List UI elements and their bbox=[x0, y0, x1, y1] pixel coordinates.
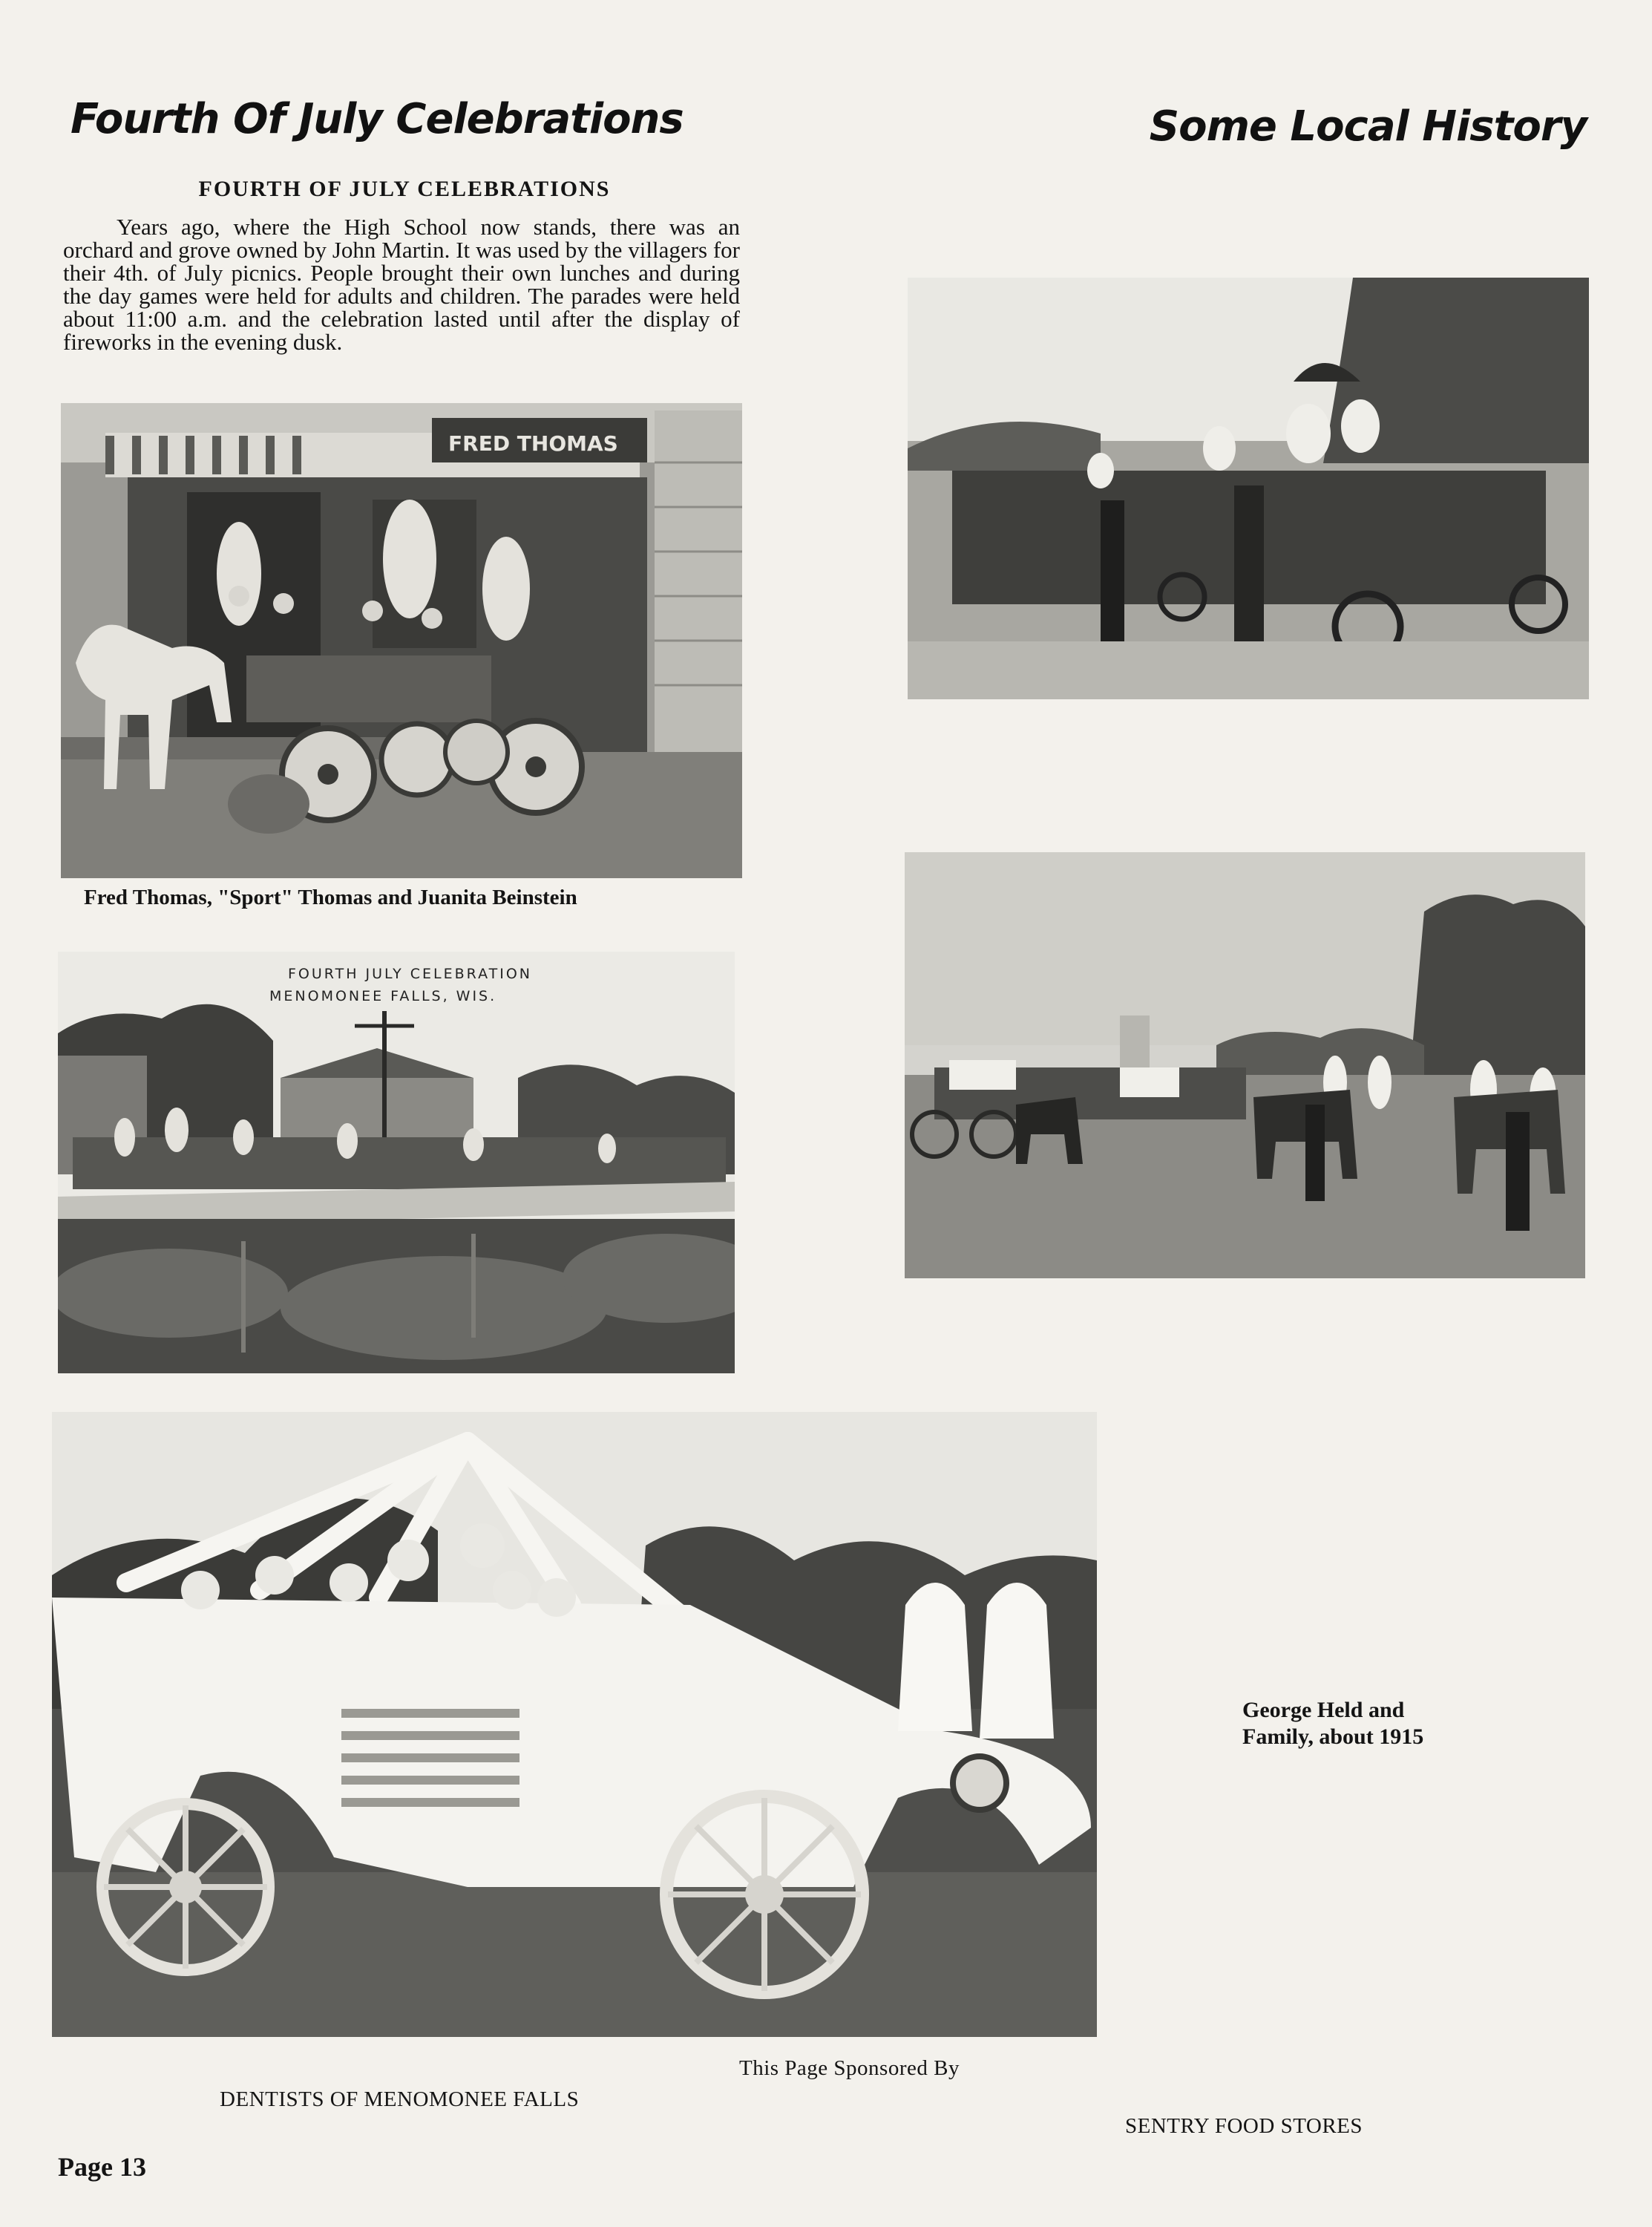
automobile-parade-photo bbox=[908, 278, 1589, 699]
decorated-car-caption-line-1: George Held and bbox=[1242, 1698, 1405, 1722]
fourth-july-street-photo bbox=[58, 952, 735, 1373]
page-title-right: Some Local History bbox=[1149, 102, 1587, 151]
handwritten-line-1: FOURTH JULY CELEBRATION bbox=[288, 966, 532, 982]
fourth-july-street-illustration bbox=[58, 952, 735, 1373]
article-heading: FOURTH OF JULY CELEBRATIONS bbox=[198, 177, 611, 201]
decorated-car-caption-line-2: Family, about 1915 bbox=[1242, 1724, 1424, 1749]
horse-wagon-parade-photo bbox=[905, 852, 1585, 1278]
storefront-carriage-illustration bbox=[61, 403, 742, 878]
sponsor-heading: This Page Sponsored By bbox=[739, 2056, 960, 2080]
article-body: Years ago, where the High School now stands, there was an orchard and grove owned by John Martin. It was used by the villagers for their 4th. of July picnics. People brought their own lunches and during the day games were held for adults and children. The parades were held about 11:00 a.m. and the celebration lasted until after the display of fireworks in the evening dusk. bbox=[63, 214, 740, 355]
automobile-parade-illustration bbox=[908, 278, 1589, 699]
storefront-caption: Fred Thomas, "Sport" Thomas and Juanita Beinstein bbox=[84, 886, 577, 909]
decorated-car-caption bbox=[1242, 1697, 1524, 1750]
page-number: Page 13 bbox=[58, 2152, 146, 2182]
horse-wagon-parade-illustration bbox=[905, 852, 1585, 1278]
decorated-car-photo bbox=[52, 1412, 1097, 2037]
page-title-left: Fourth Of July Celebrations bbox=[71, 95, 684, 143]
store-sign-text: FRED THOMAS bbox=[448, 431, 618, 456]
decorated-car-illustration bbox=[52, 1412, 1097, 2037]
sponsor-right: SENTRY FOOD STORES bbox=[1125, 2114, 1363, 2138]
storefront-carriage-photo bbox=[61, 403, 742, 878]
sponsor-left: DENTISTS OF MENOMONEE FALLS bbox=[220, 2087, 580, 2111]
handwritten-line-2: MENOMONEE FALLS, WIS. bbox=[269, 988, 497, 1004]
